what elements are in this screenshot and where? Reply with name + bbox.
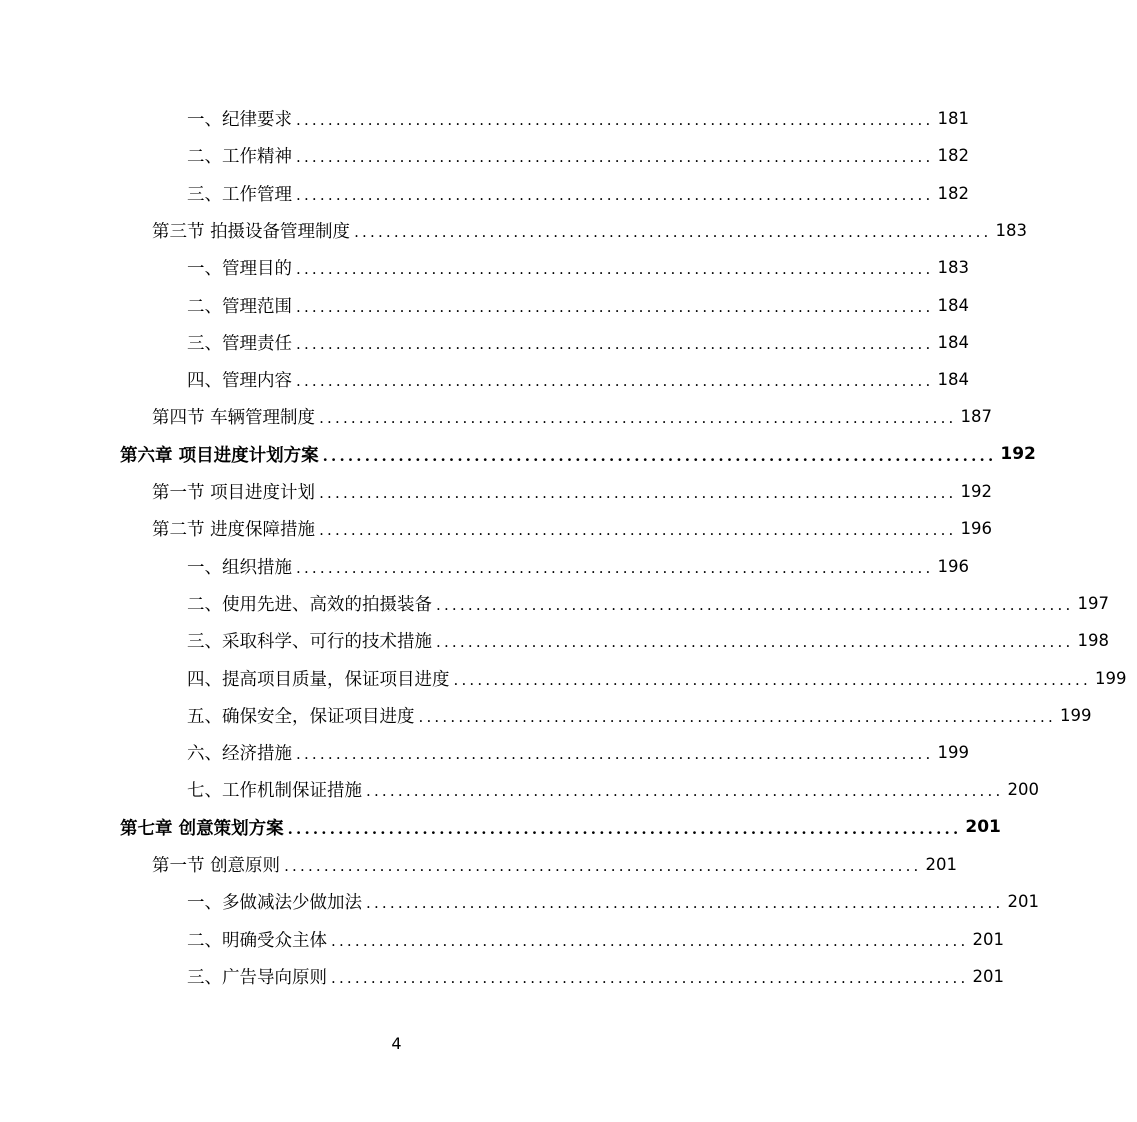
toc-entry[interactable] [0,175,969,212]
toc-entry-page: 187 [960,407,993,427]
toc-entry[interactable] [0,921,1004,958]
toc-entry-label: 三、工作管理 [187,184,292,205]
toc-entry-page: 201 [925,855,958,874]
toc-entry[interactable] [0,398,993,435]
toc-entry-page: 199 [1094,668,1127,688]
toc-leader-dots: ................................................................................ [331,968,969,987]
toc-entry-page: 184 [937,295,969,315]
toc-leader-dots: ................................................................................ [366,782,1004,801]
toc-entry-label: 四、提高项目质量，保证项目进度 [187,669,450,690]
toc-entry-page: 201 [965,817,1001,838]
toc-entry-label: 三、管理责任 [187,333,292,354]
toc-entry[interactable] [0,958,1004,995]
toc-entry-label: 三、广告导向原则 [187,967,327,988]
toc-entry-page: 182 [937,183,969,203]
toc-entry-page: 196 [960,519,993,539]
toc-leader-dots: ................................................................................ [296,111,934,129]
toc-entry-page: 198 [1077,631,1109,651]
toc-entry[interactable] [0,100,969,137]
toc-entry-page: 196 [937,556,969,576]
toc-entry[interactable] [0,734,969,771]
toc-leader-dots: ................................................................................ [296,372,934,391]
toc-entry[interactable] [0,846,958,883]
toc-leader-dots: ................................................................................ [296,745,934,764]
toc-leader-dots: ................................................................................ [354,222,992,241]
toc-leader-dots: ................................................................................ [296,334,934,353]
toc-entry-label: 一、管理目的 [187,259,292,280]
toc-entry-page: 197 [1077,593,1109,613]
toc-leader-dots: ................................................................................ [436,633,1074,652]
toc-entry[interactable] [0,473,993,510]
toc-entry-label: 五、确保安全，保证项目进度 [187,706,415,727]
toc-entry[interactable] [0,660,1127,697]
toc-leader-dots: ................................................................................ [296,260,934,279]
toc-entry[interactable] [0,436,1036,473]
toc-entry-page: 183 [995,220,1028,240]
toc-entry-label: 第六章 项目进度计划方案 [120,445,319,466]
toc-entry[interactable] [0,324,969,361]
toc-entry[interactable] [0,697,1092,734]
toc-entry-label: 第四节 车辆管理制度 [152,408,316,429]
toc-entry[interactable] [0,809,1001,846]
toc-entry-label: 一、多做减法少做加法 [187,893,362,914]
toc-leader-dots: ................................................................................ [296,148,934,167]
toc-entry-label: 一、组织措施 [187,557,292,578]
toc-entry-page: 182 [937,146,969,166]
toc-entry-label: 第一节 创意原则 [152,856,281,876]
page-number: 4 [391,1034,402,1053]
toc-entry[interactable] [0,137,969,174]
toc-entry-label: 六、经济措施 [187,744,292,765]
toc-entry-page: 199 [1059,705,1092,725]
toc-leader-dots: ................................................................................ [436,595,1074,614]
toc-entry-page: 184 [937,370,969,390]
toc-entry-page: 183 [937,258,969,278]
toc-leader-dots: ................................................................................ [296,297,934,316]
toc-entry[interactable] [0,548,969,585]
toc-entry-label: 第一节 项目进度计划 [152,483,316,503]
toc-entry[interactable] [0,361,969,398]
toc-entry[interactable] [0,585,1109,622]
toc-entry-page: 184 [937,332,969,352]
toc-leader-dots: ................................................................................ [287,819,962,838]
toc-leader-dots: ................................................................................ [453,670,1091,689]
toc-entry-label: 第七章 创意策划方案 [120,818,284,839]
toc-entry-page: 199 [937,743,969,763]
toc-entry-page: 201 [972,966,1004,986]
toc-leader-dots: ................................................................................ [418,707,1056,726]
toc-entry[interactable] [0,287,969,324]
toc-entry-label: 七、工作机制保证措施 [187,781,362,802]
toc-entry-label: 第三节 拍摄设备管理制度 [152,221,351,242]
toc-entry[interactable] [0,622,1109,659]
toc-leader-dots: ................................................................................ [319,484,957,502]
toc-entry-page: 192 [960,482,993,501]
toc-entry-label: 二、工作精神 [187,147,292,168]
toc-leader-dots: ................................................................................ [319,521,957,540]
toc-entry[interactable] [0,883,1039,920]
toc-entry-label: 三、采取科学、可行的技术措施 [187,632,432,653]
toc-entry-page: 181 [937,109,969,128]
toc-entry-label: 二、明确受众主体 [187,930,327,951]
toc-entry-label: 四、管理内容 [187,371,292,392]
toc-leader-dots: ................................................................................ [296,185,934,204]
toc-leader-dots: ................................................................................ [284,857,922,875]
toc-entry[interactable] [0,771,1039,808]
toc-leader-dots: ................................................................................ [296,558,934,577]
toc-entry[interactable] [0,510,993,547]
toc-entry-page: 192 [1000,444,1036,465]
toc-entry-page: 201 [1007,892,1039,912]
toc-leader-dots: ................................................................................ [322,446,997,465]
toc-leader-dots: ................................................................................ [366,894,1004,913]
toc-entry[interactable] [0,249,969,286]
toc-entry-page: 201 [972,929,1004,949]
toc-entry-label: 第二节 进度保障措施 [152,520,316,541]
toc-leader-dots: ................................................................................ [319,409,957,428]
toc-entry-page: 200 [1007,780,1039,800]
toc-leader-dots: ................................................................................ [331,931,969,950]
toc-entry[interactable] [0,212,1028,249]
toc-entry-label: 二、管理范围 [187,296,292,317]
toc-entry-label: 二、使用先进、高效的拍摄装备 [187,594,432,615]
toc-entry-label: 一、纪律要求 [187,110,292,130]
